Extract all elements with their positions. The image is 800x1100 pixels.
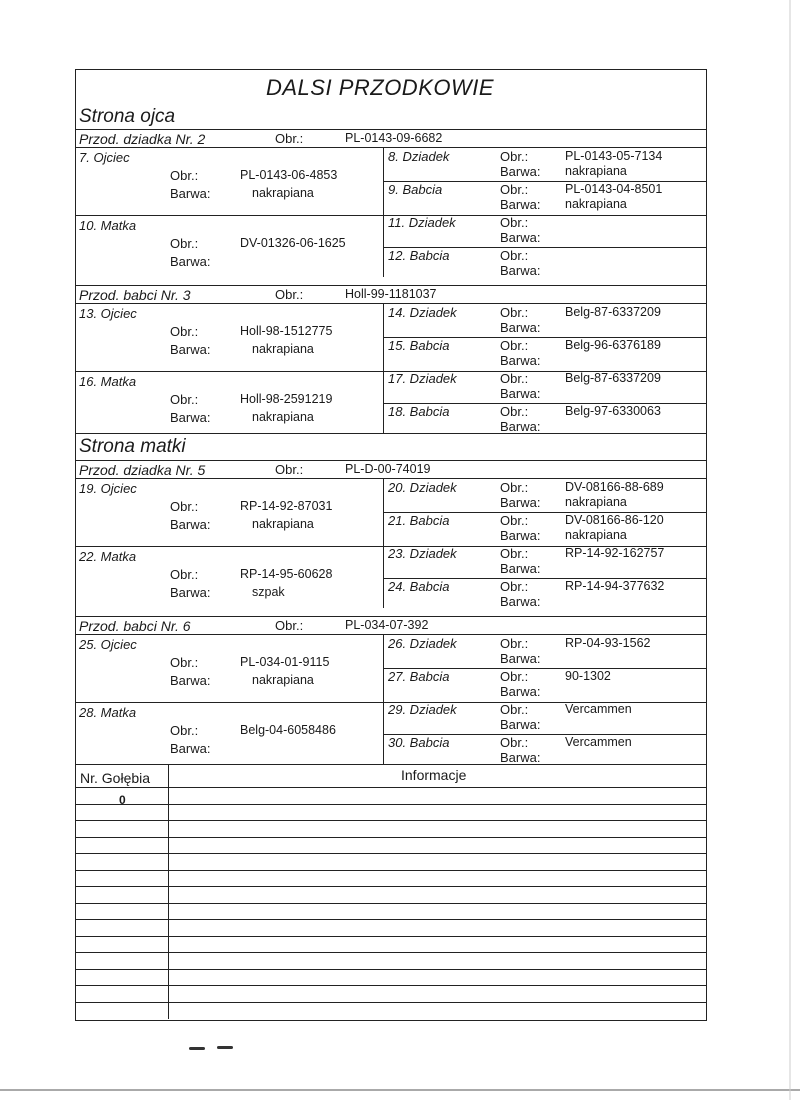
section-mother-side: Strona matki bbox=[79, 436, 186, 457]
grandparent-ring-label: Obr.: bbox=[500, 579, 529, 594]
parent-ring-value: PL-034-01-9115 bbox=[240, 655, 330, 669]
section-separator bbox=[75, 433, 706, 434]
grandparent-label: 26. Dziadek bbox=[388, 636, 457, 651]
group-ring-value: PL-034-07-392 bbox=[345, 618, 429, 632]
parent-color-label: Barwa: bbox=[170, 342, 211, 357]
left-split-line bbox=[75, 702, 383, 703]
parent-color-label: Barwa: bbox=[170, 410, 211, 425]
grandparent-color-label: Barwa: bbox=[500, 651, 541, 666]
form-border bbox=[75, 69, 707, 1021]
left-split-line bbox=[75, 371, 383, 372]
grandparent-color-value: nakrapiana bbox=[565, 197, 627, 211]
grandparent-color-label: Barwa: bbox=[500, 750, 541, 765]
parent-color-value: nakrapiana bbox=[252, 186, 314, 200]
parent-label: 25. Ojciec bbox=[79, 637, 137, 652]
grandparent-ring-label: Obr.: bbox=[500, 669, 529, 684]
group-ring-label: Obr.: bbox=[275, 618, 304, 633]
grandparent-ring-value: Belg-87-6337209 bbox=[565, 371, 661, 385]
grandparent-color-label: Barwa: bbox=[500, 263, 541, 278]
grandparent-label: 17. Dziadek bbox=[388, 371, 457, 386]
parent-color-value: nakrapiana bbox=[252, 517, 314, 531]
parent-label: 19. Ojciec bbox=[79, 481, 137, 496]
group-heading: Przod. dziadka Nr. 2 bbox=[79, 131, 206, 147]
grandparent-color-label: Barwa: bbox=[500, 197, 541, 212]
parent-color-value: nakrapiana bbox=[252, 673, 314, 687]
info-row-line bbox=[75, 787, 706, 788]
grandparent-color-label: Barwa: bbox=[500, 495, 541, 510]
grandparent-ring-label: Obr.: bbox=[500, 248, 529, 263]
grandparent-ring-value: PL-0143-05-7134 bbox=[565, 149, 663, 163]
grandparent-color-label: Barwa: bbox=[500, 320, 541, 335]
grandparent-label: 24. Babcia bbox=[388, 579, 450, 594]
parent-color-label: Barwa: bbox=[170, 517, 211, 532]
group-ring-label: Obr.: bbox=[275, 287, 304, 302]
grandparent-label: 23. Dziadek bbox=[388, 546, 457, 561]
parent-ring-label: Obr.: bbox=[170, 236, 199, 251]
parent-ring-label: Obr.: bbox=[170, 723, 199, 738]
grandparent-color-label: Barwa: bbox=[500, 164, 541, 179]
grandparent-color-label: Barwa: bbox=[500, 528, 541, 543]
group-header-line bbox=[75, 634, 706, 635]
parent-color-label: Barwa: bbox=[170, 254, 211, 269]
group-heading: Przod. babci Nr. 6 bbox=[79, 618, 191, 634]
grandparent-ring-value: Belg-96-6376189 bbox=[565, 338, 661, 352]
group-header-line bbox=[75, 303, 706, 304]
parent-label: 28. Matka bbox=[79, 705, 137, 720]
parent-ring-label: Obr.: bbox=[170, 168, 199, 183]
grandparent-ring-value: PL-0143-04-8501 bbox=[565, 182, 663, 196]
grandparent-ring-label: Obr.: bbox=[500, 305, 529, 320]
info-row-line bbox=[75, 903, 706, 904]
info-row-line bbox=[75, 837, 706, 838]
scan-mark bbox=[189, 1047, 205, 1050]
group-header-line bbox=[75, 478, 706, 479]
grandparent-color-label: Barwa: bbox=[500, 561, 541, 576]
grandparent-ring-label: Obr.: bbox=[500, 215, 529, 230]
parent-color-label: Barwa: bbox=[170, 741, 211, 756]
left-split-line bbox=[75, 215, 383, 216]
group-ring-value: PL-0143-09-6682 bbox=[345, 131, 443, 145]
group-ring-label: Obr.: bbox=[275, 462, 304, 477]
parent-color-value: nakrapiana bbox=[252, 410, 314, 424]
parent-ring-value: Belg-04-6058486 bbox=[240, 723, 336, 737]
parent-label: 13. Ojciec bbox=[79, 306, 137, 321]
info-row-line bbox=[75, 969, 706, 970]
parent-ring-value: RP-14-95-60628 bbox=[240, 567, 333, 581]
info-row-line bbox=[75, 804, 706, 805]
info-row-line bbox=[75, 820, 706, 821]
grandparent-label: 30. Babcia bbox=[388, 735, 450, 750]
group-top-line bbox=[75, 616, 706, 617]
grandparent-color-value: nakrapiana bbox=[565, 164, 627, 178]
col-header-info: Informacje bbox=[401, 767, 467, 783]
grandparent-label: 29. Dziadek bbox=[388, 702, 457, 717]
info-row-line bbox=[75, 853, 706, 854]
parent-ring-label: Obr.: bbox=[170, 567, 199, 582]
group-heading: Przod. babci Nr. 3 bbox=[79, 287, 191, 303]
parent-ring-value: PL-0143-06-4853 bbox=[240, 168, 338, 182]
grandparent-color-label: Barwa: bbox=[500, 717, 541, 732]
parent-color-label: Barwa: bbox=[170, 186, 211, 201]
group-ring-value: PL-D-00-74019 bbox=[345, 462, 431, 476]
grandparent-ring-value: RP-14-92-162757 bbox=[565, 546, 665, 560]
group-top-line bbox=[75, 285, 706, 286]
grandparent-color-label: Barwa: bbox=[500, 353, 541, 368]
grandparent-ring-value: Vercammen bbox=[565, 735, 632, 749]
group-heading: Przod. dziadka Nr. 5 bbox=[79, 462, 206, 478]
grandparent-ring-value: RP-14-94-377632 bbox=[565, 579, 665, 593]
grandparent-ring-label: Obr.: bbox=[500, 513, 529, 528]
grandparent-color-label: Barwa: bbox=[500, 386, 541, 401]
group-divider bbox=[383, 147, 384, 277]
grandparent-ring-label: Obr.: bbox=[500, 735, 529, 750]
group-header-line bbox=[75, 147, 706, 148]
group-top-line bbox=[75, 129, 706, 130]
grandparent-ring-value: Belg-97-6330063 bbox=[565, 404, 661, 418]
parent-ring-value: DV-01326-06-1625 bbox=[240, 236, 346, 250]
parent-ring-value: RP-14-92-87031 bbox=[240, 499, 333, 513]
parent-label: 7. Ojciec bbox=[79, 150, 130, 165]
grandparent-ring-label: Obr.: bbox=[500, 338, 529, 353]
info-row-line bbox=[75, 919, 706, 920]
parent-ring-value: Holl-98-1512775 bbox=[240, 324, 333, 338]
parent-color-label: Barwa: bbox=[170, 673, 211, 688]
grandparent-label: 15. Babcia bbox=[388, 338, 450, 353]
info-row-line bbox=[75, 1002, 706, 1003]
grandparent-ring-label: Obr.: bbox=[500, 480, 529, 495]
info-table-divider bbox=[168, 764, 169, 1019]
grandparent-label: 20. Dziadek bbox=[388, 480, 457, 495]
group-ring-label: Obr.: bbox=[275, 131, 304, 146]
parent-ring-value: Holl-98-2591219 bbox=[240, 392, 333, 406]
grandparent-ring-label: Obr.: bbox=[500, 702, 529, 717]
grandparent-ring-value: Vercammen bbox=[565, 702, 632, 716]
grandparent-label: 11. Dziadek bbox=[388, 215, 456, 230]
grandparent-ring-value: DV-08166-88-689 bbox=[565, 480, 664, 494]
info-row-line bbox=[75, 870, 706, 871]
parent-label: 22. Matka bbox=[79, 549, 137, 564]
grandparent-label: 27. Babcia bbox=[388, 669, 450, 684]
first-pigeon-no: 0 bbox=[119, 793, 126, 807]
group-divider bbox=[383, 303, 384, 433]
info-row-line bbox=[75, 886, 706, 887]
grandparent-color-label: Barwa: bbox=[500, 594, 541, 609]
parent-color-label: Barwa: bbox=[170, 585, 211, 600]
col-header-pigeon-no: Nr. Gołębia bbox=[80, 770, 151, 786]
left-split-line bbox=[75, 546, 383, 547]
grandparent-label: 18. Babcia bbox=[388, 404, 450, 419]
info-table-top bbox=[75, 764, 706, 765]
parent-ring-label: Obr.: bbox=[170, 324, 199, 339]
grandparent-ring-value: RP-04-93-1562 bbox=[565, 636, 651, 650]
info-row-line bbox=[75, 936, 706, 937]
grandparent-color-label: Barwa: bbox=[500, 684, 541, 699]
parent-color-value: szpak bbox=[252, 585, 285, 599]
grandparent-ring-label: Obr.: bbox=[500, 182, 529, 197]
grandparent-ring-label: Obr.: bbox=[500, 371, 529, 386]
grandparent-ring-label: Obr.: bbox=[500, 149, 529, 164]
grandparent-label: 12. Babcia bbox=[388, 248, 450, 263]
grandparent-ring-label: Obr.: bbox=[500, 636, 529, 651]
grandparent-ring-value: 90-1302 bbox=[565, 669, 611, 683]
info-row-line bbox=[75, 952, 706, 953]
group-divider bbox=[383, 634, 384, 764]
grandparent-label: 14. Dziadek bbox=[388, 305, 457, 320]
section-father-side: Strona ojca bbox=[79, 106, 176, 127]
group-ring-value: Holl-99-1181037 bbox=[345, 287, 437, 301]
group-top-line bbox=[75, 460, 706, 461]
grandparent-color-value: nakrapiana bbox=[565, 495, 627, 509]
grandparent-label: 21. Babcia bbox=[388, 513, 450, 528]
parent-label: 10. Matka bbox=[79, 218, 137, 233]
scan-mark bbox=[217, 1046, 233, 1049]
grandparent-label: 9. Babcia bbox=[388, 182, 443, 197]
parent-ring-label: Obr.: bbox=[170, 499, 199, 514]
grandparent-color-label: Barwa: bbox=[500, 419, 541, 434]
group-divider bbox=[383, 478, 384, 608]
grandparent-label: 8. Dziadek bbox=[388, 149, 450, 164]
grandparent-ring-value: DV-08166-86-120 bbox=[565, 513, 664, 527]
page-title: DALSI PRZODKOWIE bbox=[266, 75, 495, 100]
grandparent-color-label: Barwa: bbox=[500, 230, 541, 245]
parent-ring-label: Obr.: bbox=[170, 655, 199, 670]
grandparent-ring-value: Belg-87-6337209 bbox=[565, 305, 661, 319]
grandparent-ring-label: Obr.: bbox=[500, 546, 529, 561]
parent-label: 16. Matka bbox=[79, 374, 137, 389]
parent-ring-label: Obr.: bbox=[170, 392, 199, 407]
grandparent-ring-label: Obr.: bbox=[500, 404, 529, 419]
parent-color-value: nakrapiana bbox=[252, 342, 314, 356]
info-row-line bbox=[75, 985, 706, 986]
grandparent-color-value: nakrapiana bbox=[565, 528, 627, 542]
